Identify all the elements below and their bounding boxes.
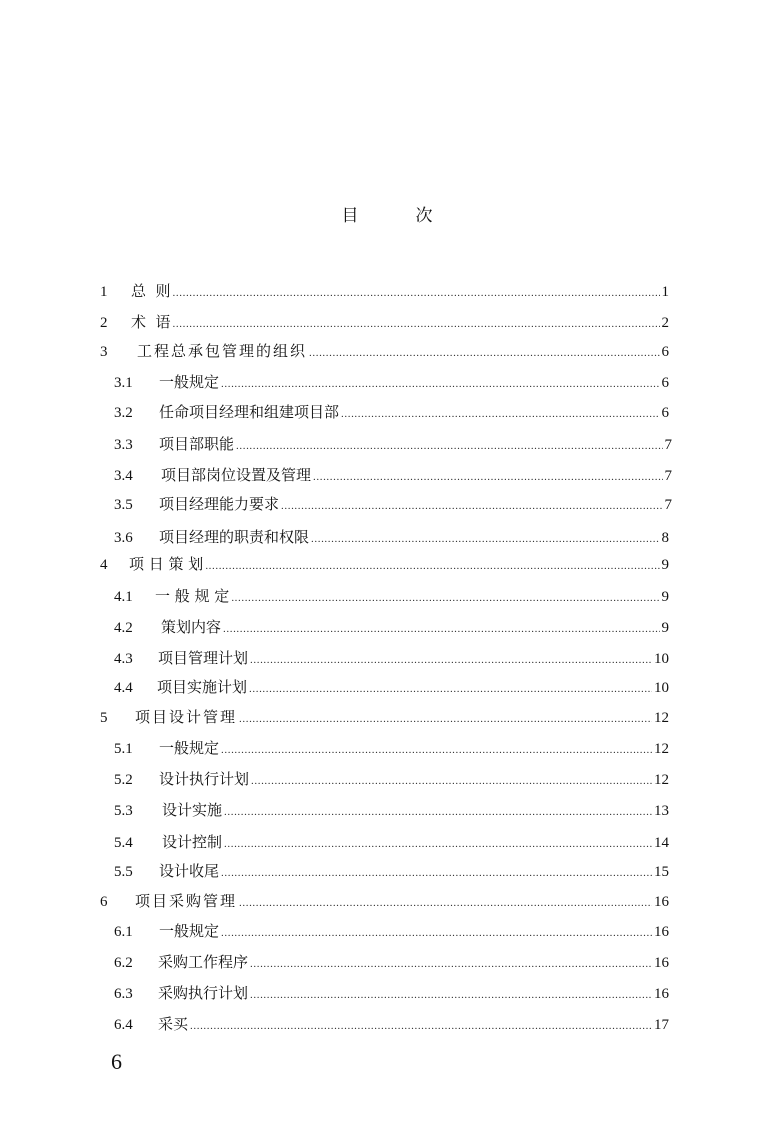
toc-entry-number: 3.1 (114, 375, 133, 391)
toc-entry-number: 6.1 (114, 924, 133, 940)
toc-entry[interactable] (114, 646, 669, 670)
toc-entry-number: 3.6 (114, 530, 133, 546)
toc-entry-page: 6 (661, 375, 669, 391)
toc-entry[interactable] (100, 279, 669, 303)
toc-entry-number: 6.2 (114, 955, 133, 971)
toc-leader-dots (311, 527, 659, 551)
toc-entry-number: 5.5 (114, 864, 133, 880)
toc-entry[interactable] (114, 1012, 669, 1036)
toc-entry-title: 项目管理计划 (158, 649, 249, 667)
toc-leader-dots (249, 677, 652, 701)
toc-leader-dots (173, 312, 660, 336)
toc-entry-page: 2 (661, 315, 669, 331)
toc-entry[interactable] (114, 463, 672, 487)
toc-entry[interactable] (114, 525, 669, 549)
toc-entry-page: 16 (654, 955, 669, 971)
toc-entry-page: 7 (664, 437, 672, 453)
toc-leader-dots (221, 372, 659, 396)
toc-entry[interactable] (114, 859, 669, 883)
toc-leader-dots (239, 891, 652, 915)
toc-entry-number: 1 (100, 284, 108, 300)
toc-entry-page: 9 (661, 557, 669, 573)
toc-entry-number: 4.4 (114, 680, 133, 696)
toc-entry-number: 3.3 (114, 437, 133, 453)
toc-leader-dots (250, 983, 652, 1007)
toc-entry-number: 3.2 (114, 405, 133, 421)
toc-entry[interactable] (114, 798, 669, 822)
toc-leader-dots (250, 952, 652, 976)
toc-entry[interactable] (114, 584, 669, 608)
toc-entry[interactable] (100, 310, 669, 334)
toc-entry-title: 项目设计管理 (135, 708, 238, 726)
toc-leader-dots (190, 1014, 652, 1038)
toc-leader-dots (251, 769, 652, 793)
toc-leader-dots (236, 434, 662, 458)
toc-entry[interactable] (100, 705, 669, 729)
toc-entry[interactable] (114, 950, 669, 974)
toc-leader-dots (173, 281, 660, 305)
toc-entry[interactable] (114, 492, 672, 516)
toc-entry-page: 14 (654, 835, 669, 851)
page-title-char-2: 次 (415, 206, 434, 226)
toc-entry-page: 13 (654, 803, 669, 819)
toc-entry-title: 项目部岗位设置及管理 (161, 466, 312, 484)
toc-entry-number: 3.4 (114, 468, 133, 484)
toc-entry-number: 4.2 (114, 620, 133, 636)
toc-entry-title: 设计收尾 (159, 862, 220, 880)
toc-leader-dots (250, 648, 652, 672)
toc-entry[interactable] (114, 370, 669, 394)
toc-leader-dots (281, 494, 662, 518)
toc-leader-dots (221, 738, 652, 762)
toc-entry-page: 16 (654, 924, 669, 940)
toc-entry[interactable] (114, 615, 669, 639)
toc-entry-page: 16 (654, 894, 669, 910)
toc-entry-number: 2 (100, 315, 108, 331)
toc-leader-dots (231, 586, 659, 610)
toc-entry[interactable] (100, 889, 669, 913)
toc-leader-dots (221, 861, 652, 885)
toc-entry-title: 设计控制 (162, 833, 223, 851)
toc-entry[interactable] (114, 400, 669, 424)
toc-entry-title: 项 日 策 划 (129, 555, 204, 573)
toc-entry-title: 项目采购管理 (135, 892, 238, 910)
toc-entry-page: 9 (661, 620, 669, 636)
toc-entry[interactable] (114, 675, 669, 699)
toc-entry-title: 一般规定 (159, 373, 220, 391)
toc-entry-page: 7 (664, 497, 672, 513)
toc-entry-title: 工程总承包管理的组织 (137, 342, 308, 360)
toc-entry-number: 6.4 (114, 1017, 133, 1033)
toc-entry-title: 采购执行计划 (158, 984, 249, 1002)
toc-entry[interactable] (114, 981, 669, 1005)
toc-entry[interactable] (100, 339, 669, 363)
page-title-char-1: 目 (341, 206, 360, 226)
toc-entry-title: 项目实施计划 (157, 678, 248, 696)
toc-entry-page: 6 (661, 405, 669, 421)
toc-entry[interactable] (114, 919, 669, 943)
toc-leader-dots (205, 554, 659, 578)
toc-entry-page: 8 (661, 530, 669, 546)
toc-entry-title: 策划内容 (161, 618, 222, 636)
toc-entry-number: 5.1 (114, 741, 133, 757)
toc-entry-page: 7 (664, 468, 672, 484)
toc-entry-number: 5.3 (114, 803, 133, 819)
toc-entry-title: 任命项目经理和组建项目部 (159, 403, 340, 421)
toc-entry-number: 5.2 (114, 772, 133, 788)
toc-entry-page: 6 (661, 344, 669, 360)
toc-entry-page: 17 (654, 1017, 669, 1033)
toc-leader-dots (309, 341, 659, 365)
toc-entry-title: 一般规定 (159, 739, 220, 757)
toc-entry-title: 项目经理能力要求 (159, 495, 280, 513)
toc-entry-page: 9 (661, 589, 669, 605)
toc-leader-dots (341, 402, 659, 426)
toc-entry[interactable] (114, 432, 672, 456)
toc-entry[interactable] (114, 736, 669, 760)
toc-leader-dots (224, 800, 652, 824)
toc-entry-page: 16 (654, 986, 669, 1002)
toc-leader-dots (223, 617, 659, 641)
toc-entry-title: 项目部职能 (159, 435, 235, 453)
toc-entry-number: 5.4 (114, 835, 133, 851)
page-number: 6 (111, 1049, 122, 1074)
toc-entry-title: 项目经理的职责和权限 (159, 528, 310, 546)
toc-entry-title: 采购工作程序 (158, 953, 249, 971)
toc-entry-page: 1 (661, 284, 669, 300)
toc-leader-dots (221, 921, 652, 945)
toc-entry-number: 4.1 (114, 589, 133, 605)
toc-entry-title: 总 则 (131, 282, 171, 300)
toc-entry-title: 一般规定 (159, 922, 220, 940)
toc-entry[interactable] (114, 767, 669, 791)
toc-entry-number: 6 (100, 894, 108, 910)
toc-entry-page: 12 (654, 772, 669, 788)
toc-entry-title: 一 般 规 定 (155, 587, 230, 605)
toc-leader-dots (224, 832, 652, 856)
toc-entry[interactable] (114, 830, 669, 854)
toc-entry-number: 5 (100, 710, 108, 726)
toc-leader-dots (239, 707, 652, 731)
toc-entry-number: 3.5 (114, 497, 133, 513)
toc-entry-number: 6.3 (114, 986, 133, 1002)
toc-entry-title: 采买 (158, 1015, 189, 1033)
toc-entry-title: 设计实施 (162, 801, 223, 819)
toc-entry-number: 3 (100, 344, 108, 360)
toc-entry-page: 12 (654, 741, 669, 757)
toc-leader-dots (313, 465, 662, 489)
toc-entry-page: 12 (654, 710, 669, 726)
toc-entry-title: 术 语 (131, 313, 171, 331)
toc-entry-title: 设计执行计划 (159, 770, 250, 788)
toc-entry[interactable] (100, 552, 669, 576)
toc-entry-number: 4 (100, 557, 108, 573)
toc-entry-page: 15 (654, 864, 669, 880)
toc-entry-page: 10 (654, 651, 669, 667)
toc-entry-number: 4.3 (114, 651, 133, 667)
toc-entry-page: 10 (654, 680, 669, 696)
